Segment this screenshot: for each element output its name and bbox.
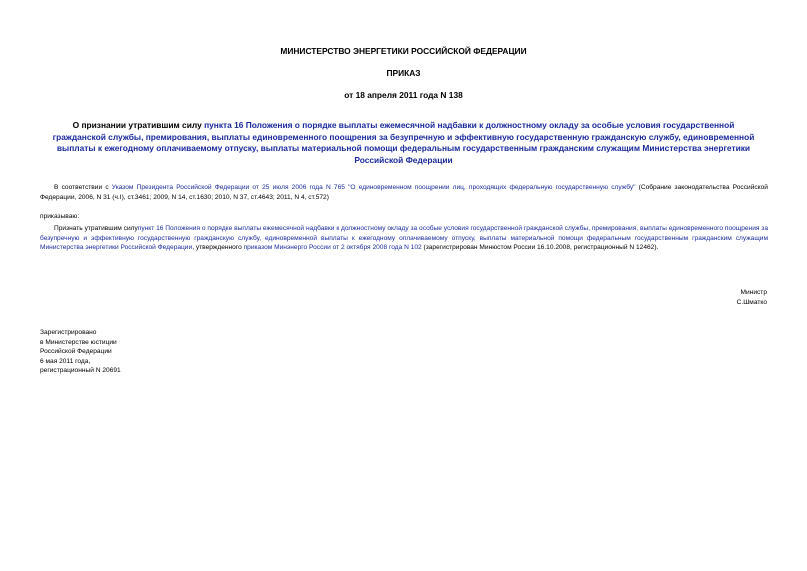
signature-block (737, 288, 767, 307)
order-prefix: Признать утратившим силу (54, 225, 138, 232)
title-link[interactable]: пункта 16 Положения о порядке выплаты ежемесячной надбавки к должностному окладу за особые условия государственной гражданской службы, премирования, выплаты единовременного поощрения за безупречную и эффективную государственную гражданскую службу, единовременной выплаты к ежегодному оплачиваемому отпуску, выплаты материальной помощи федеральным государственным гражданским служащим Министерства энергетики Российской Федерации (52, 120, 755, 165)
order-word: приказываю: (40, 213, 80, 220)
preamble-paragraph (40, 183, 768, 202)
registration-block (40, 328, 121, 376)
order-102-link[interactable]: приказом Минэнерго России от 2 октября 2008 года N 102 (243, 244, 422, 252)
preamble-suffix: (Собрание законодательства Российской Федерации, 2006, N 31 (ч.I), ст.3461; 2009, N 14, ст.1630; 2010, N 37, ст.4643; 2011, N 4, ст.572) (40, 184, 768, 201)
order-middle: , утвержденного (192, 244, 244, 252)
document-type: ПРИКАЗ (386, 68, 421, 78)
order-suffix: (зарегистрирован Минюстом России 16.10.2008, регистрационный N 12462). (421, 244, 659, 252)
order-paragraph (40, 224, 768, 253)
signature-position: Министр (740, 289, 767, 296)
title-prefix: О признании утратившим силу (72, 120, 205, 130)
document-title (50, 120, 757, 166)
decree-link[interactable]: Указом Президента Российской Федерации от 25 июля 2006 года N 765 "О единовременном поощрении лиц, проходящих федеральную государственную службу" (111, 184, 636, 191)
regulation-link[interactable]: пункт 16 Положения о порядке выплаты ежемесячной надбавки к должностному окладу за особые условия государственной гражданской службы, премирования, выплаты единовременного поощрения за безупречную и эффективную государственную гражданскую службу, единовременной выплаты к ежегодному оплачиваемому отпуску, выплаты материальной помощи федеральным государственным гражданским служащим Министерства энергетики Российской Федерации (40, 225, 768, 252)
registration-line: 6 мая 2011 года, (40, 357, 91, 365)
signature-name: С.Шматко (736, 298, 767, 306)
document-date-number: от 18 апреля 2011 года N 138 (344, 90, 463, 100)
registration-line: регистрационный N 20691 (40, 367, 121, 375)
preamble-prefix: В соответствии с (54, 184, 112, 191)
registration-line: Российской Федерации (40, 348, 112, 356)
ministry-heading: МИНИСТЕРСТВО ЭНЕРГЕТИКИ РОССИЙСКОЙ ФЕДЕРАЦИИ (280, 46, 527, 56)
registration-line: в Министерстве юстиции (40, 338, 117, 346)
registration-line: Зарегистрировано (40, 329, 97, 336)
